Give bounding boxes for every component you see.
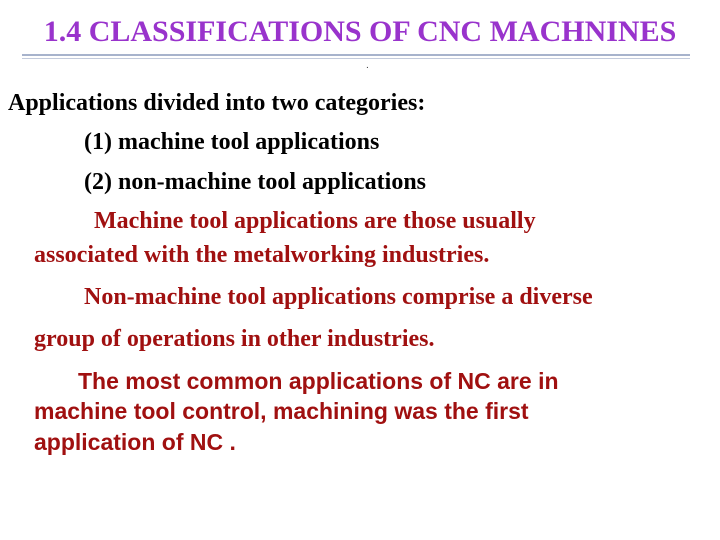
common-applications-line-2: machine tool control, machining was the first [34,398,529,424]
subtitle-dot: . [366,60,369,71]
common-applications-line-3: application of NC . [34,429,236,455]
machine-tool-paragraph-line-2: associated with the metalworking industries. [34,242,490,268]
machine-tool-paragraph-line-1: Machine tool applications are those usually [94,208,536,234]
category-item-2: (2) non-machine tool applications [84,169,427,195]
slide-title: 1.4 CLASSIFICATIONS OF CNC MACHNINES [43,15,677,48]
title-divider-secondary [22,58,690,59]
common-applications-line-1: The most common applications of NC are in [78,368,559,394]
category-item-1: (1) machine tool applications [84,129,380,155]
intro-line: Applications divided into two categories: [8,90,426,116]
non-machine-tool-paragraph-line-2: group of operations in other industries. [34,326,435,352]
non-machine-tool-paragraph-line-1: Non-machine tool applications comprise a diverse [84,284,593,310]
title-divider [22,54,690,56]
